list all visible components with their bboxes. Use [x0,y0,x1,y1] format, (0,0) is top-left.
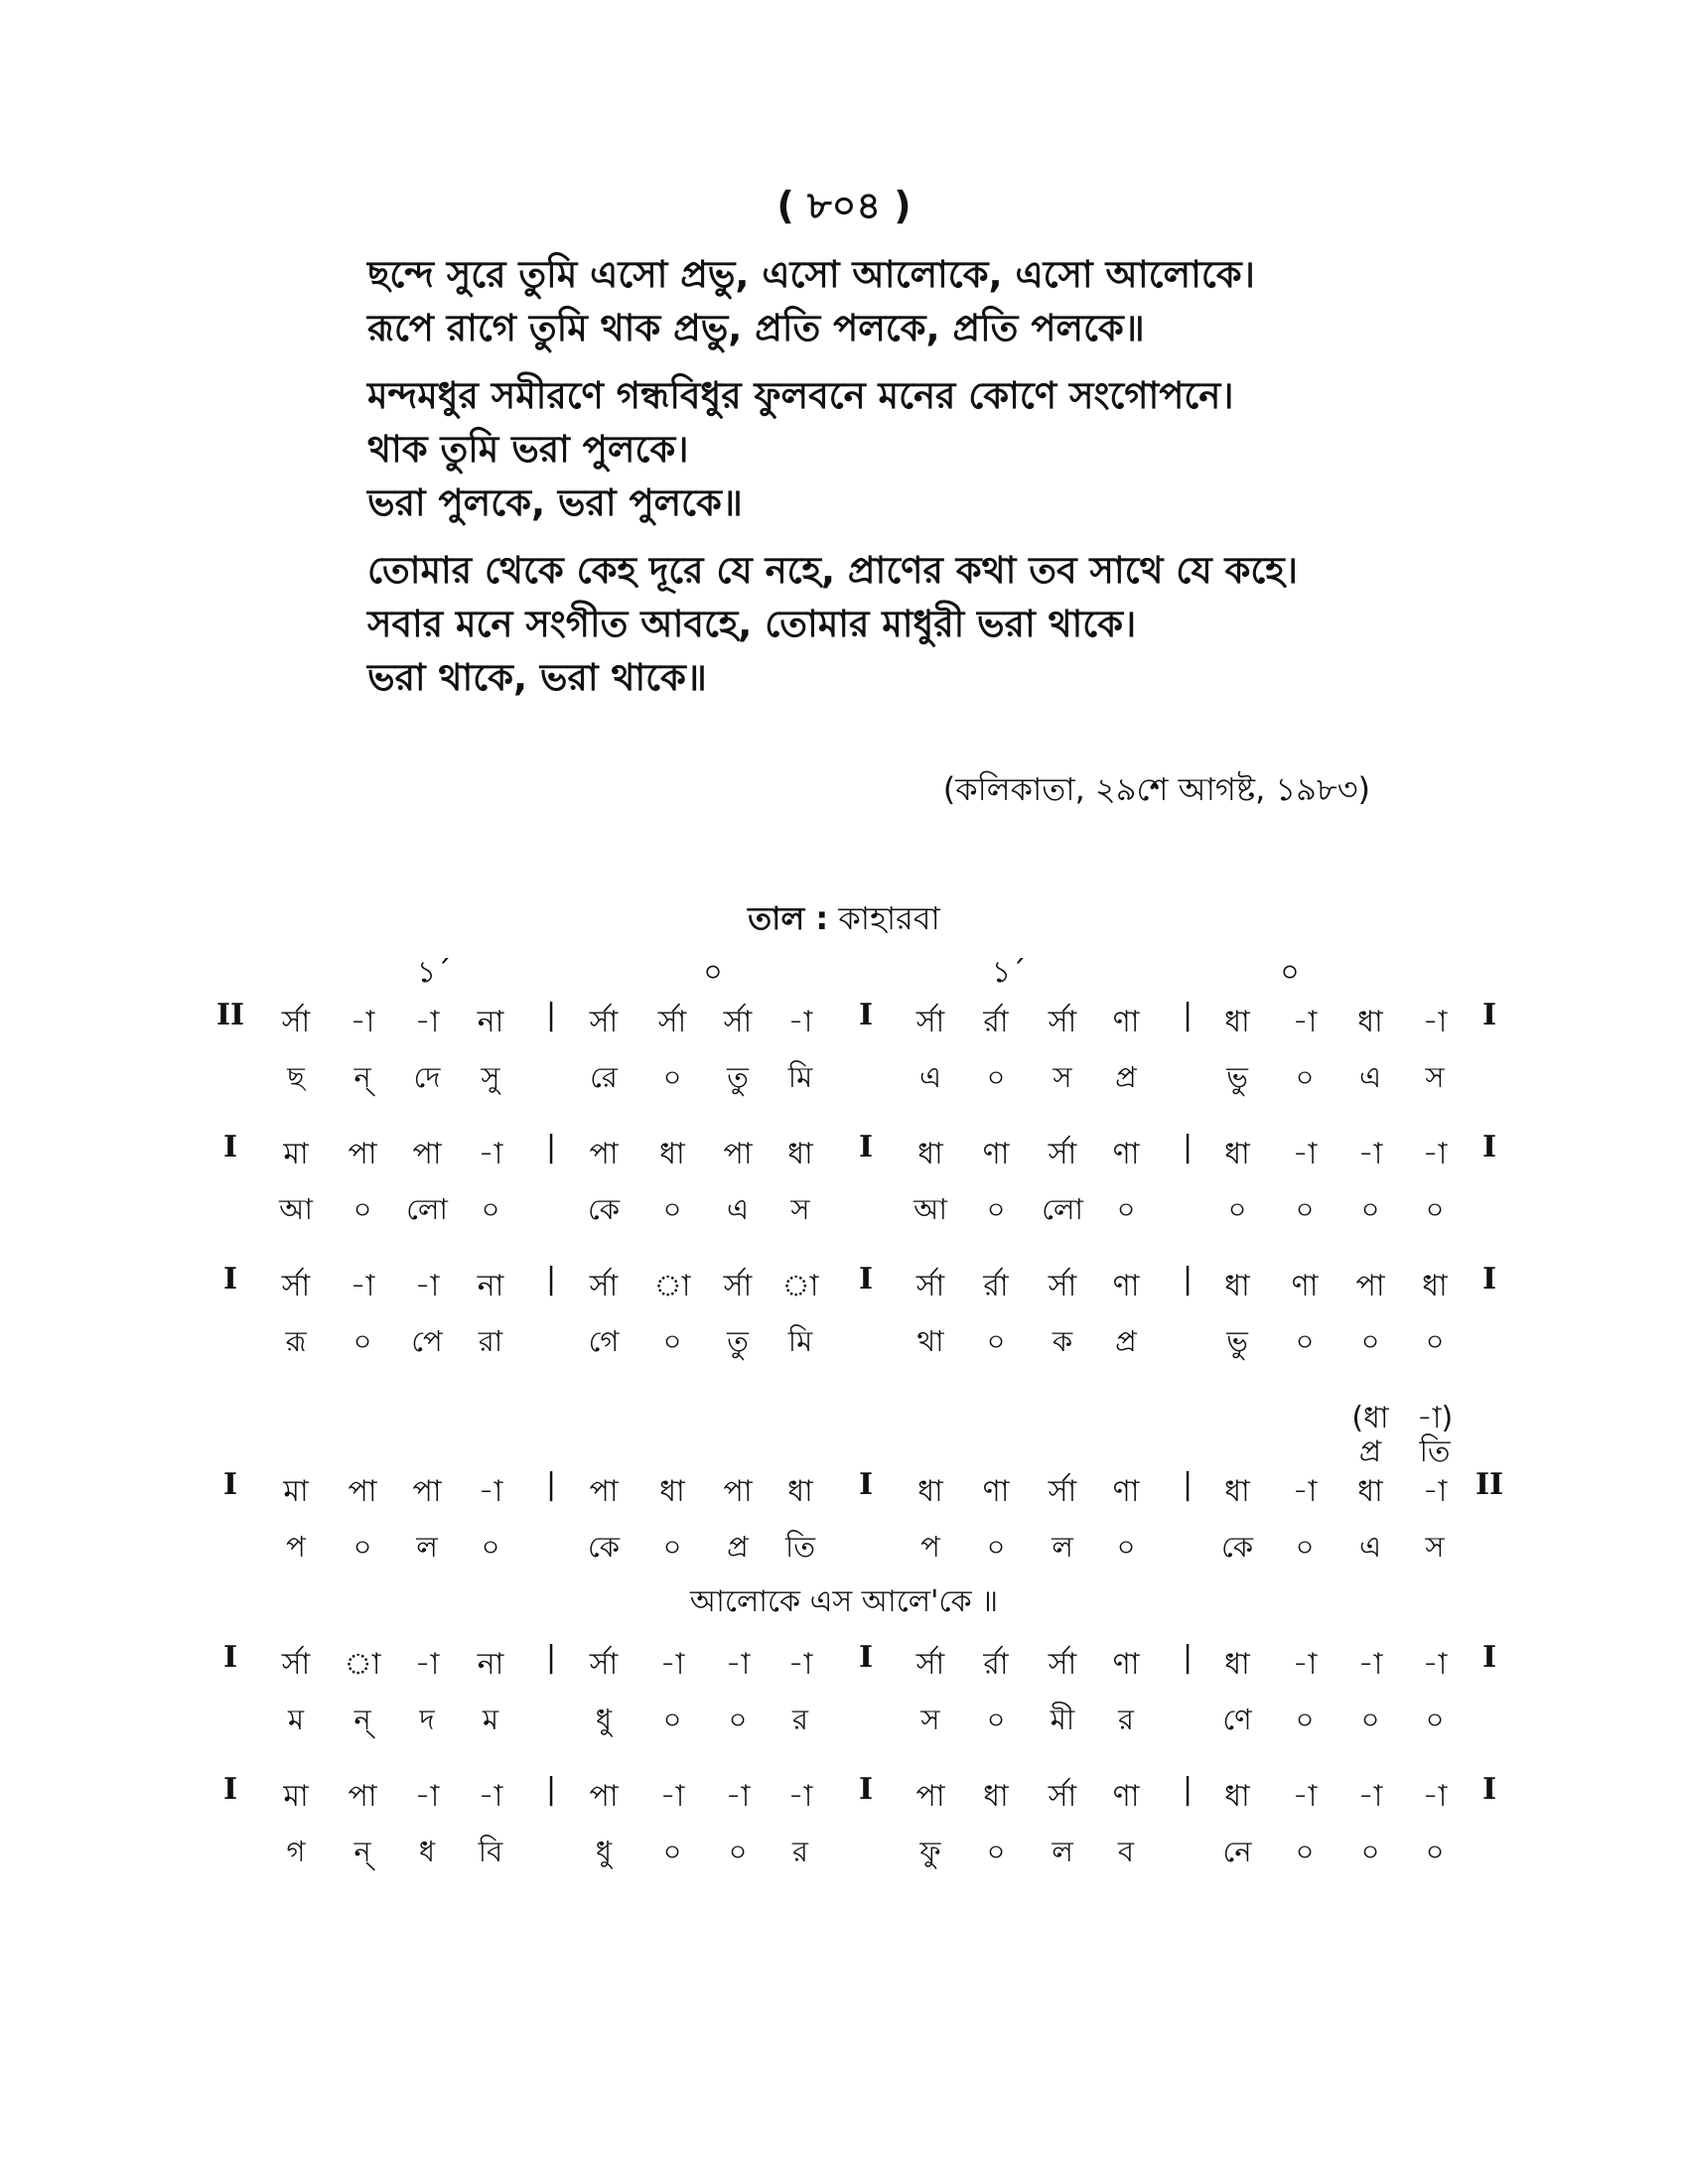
lyric-syllable: ০ [352,1192,372,1226]
beat-marker: ০ [703,955,723,990]
swara-note: ধা [787,1137,813,1171]
bar-line: I [1481,1130,1497,1164]
swara-note: ধা [1224,1005,1250,1039]
lyric-syllable: ম [287,1703,305,1736]
lyric-syllable: ০ [1425,1192,1445,1226]
swara-note: ধা [1357,1474,1383,1509]
swara-note: ধা [659,1474,685,1509]
lyric-syllable: ভু [1226,1060,1248,1094]
lyric-syllable: ০ [1295,1835,1315,1868]
beat-marker: ১´ [991,955,1027,990]
notation-block [0,998,1688,1130]
beat-markers [0,948,1688,998]
lyric-syllable: গ [286,1835,306,1868]
lyric-syllable: র [792,1703,808,1736]
bar-line: I [222,1467,238,1502]
swara-note: র্সা [915,1269,945,1303]
lyric-syllable: ফু [919,1835,941,1868]
swara-note: মা [283,1474,309,1509]
tala-name: কাহারবা [838,899,940,937]
lyric-syllable: তু [727,1060,749,1094]
swara-note: -া [1357,1647,1383,1682]
lyric-syllable: দ [419,1703,435,1736]
alternate-note: (ধা [1351,1401,1389,1435]
notation-block [0,1394,1688,1582]
bar-line: I [222,1130,238,1164]
swara-note: পা [348,1779,377,1814]
lyric-syllable: এ [918,1060,942,1094]
lyric-syllable: এ [1358,1060,1382,1094]
notation-table [0,998,1688,1904]
bar-line: I [858,1262,874,1297]
swara-note: -া [1422,1647,1448,1682]
swara-note: ধা [1224,1269,1250,1303]
swara-note: -া [1422,1779,1448,1814]
swara-note: ণা [1112,1474,1140,1509]
tala-heading [0,893,1688,947]
lyric-syllable: স [1425,1530,1445,1564]
swara-note: ধা [1224,1647,1250,1682]
notation-block [0,1772,1688,1904]
lyric-syllable: ন্ [353,1835,371,1868]
lyric-syllable: ০ [1295,1192,1315,1226]
swara-note: -া [1292,1137,1318,1171]
swara-note: র্রা [983,1005,1009,1039]
lyric-syllable: ০ [1360,1835,1380,1868]
lyric-syllable: মী [1050,1703,1075,1736]
lyric-syllable: ০ [1425,1703,1445,1736]
lyric-syllable: গে [588,1324,620,1358]
lyric-syllable: ম [482,1703,499,1736]
lyric-line: সবার মনে সংগীত আবহে, তোমার মাধুরী ভরা থাকে। [367,603,1137,645]
swara-note: -া [1422,1005,1448,1039]
lyric-syllable: ০ [1425,1324,1445,1358]
lyric-syllable-row [0,1319,1688,1377]
lyric-syllable: ০ [1360,1324,1380,1358]
swara-note: ণা [1291,1269,1319,1303]
place-date: (কলিকাতা, ২৯শে আগষ্ট, ১৯৮৩) [942,770,1370,808]
swara-note: -া [1292,1779,1318,1814]
lyric-syllable: ০ [1360,1192,1380,1226]
swara-note: ধা [917,1474,943,1509]
notation-block [0,1262,1688,1394]
lyric-syllable: এ [1358,1530,1382,1564]
bar-line: I [1481,1262,1497,1297]
lyric-syllable: ক [1052,1324,1073,1358]
swara-note: র্সা [1048,1779,1077,1814]
swara-row [0,998,1688,1055]
lyric-syllable: লো [1042,1192,1083,1226]
page-number: ( ৮০৪ ) [776,184,912,227]
swara-note: -া [478,1137,503,1171]
lyric-syllable: ল [1052,1835,1073,1868]
lyric-syllable: প [286,1530,306,1564]
swara-note: ধা [983,1779,1009,1814]
bar-line: I [222,1772,238,1807]
lyric-syllable: ০ [986,1835,1006,1868]
beat-separator: | [1182,1130,1194,1164]
lyric-syllable: তি [784,1530,816,1564]
lyric-syllable: ০ [1295,1703,1315,1736]
swara-note: া [653,1269,691,1303]
swara-note: পা [723,1474,753,1509]
swara-note: -া [478,1779,503,1814]
swara-note: পা [589,1474,619,1509]
lyric-syllable: ০ [662,1530,682,1564]
lyric-syllable: র [1118,1703,1134,1736]
swara-note: -া [1422,1474,1448,1509]
swara-note: ধা [1224,1779,1250,1814]
swara-note: -া [1422,1137,1448,1171]
lyric-syllable: ০ [1425,1835,1445,1868]
beat-marker: ১´ [416,955,452,990]
swara-note: -া [350,1005,375,1039]
lyric-syllable-row [0,1055,1688,1113]
lyric-syllable: প্র [727,1530,749,1564]
lyric-syllable: ০ [1295,1530,1315,1564]
swara-row [0,1262,1688,1319]
lyric-syllable: ০ [986,1530,1006,1564]
swara-note: -া [1357,1779,1383,1814]
stanza [367,544,1460,705]
lyric-syllable-row [0,1525,1688,1582]
lyric-syllable: রা [478,1324,503,1358]
lyric-syllable: দে [413,1060,441,1094]
beat-separator: | [545,1262,557,1297]
lyric-syllable: ০ [728,1835,748,1868]
swara-note: -া [725,1647,751,1682]
lyric-syllable: এ [726,1192,750,1226]
swara-note: মা [283,1779,309,1814]
lyric-syllable: ন্ [353,1060,371,1094]
lyric-syllable: মি [787,1324,813,1358]
lyric-syllable: প্র [1115,1324,1137,1358]
lyric-syllable: ০ [986,1192,1006,1226]
swara-note: -া [787,1005,813,1039]
beat-separator: | [1182,1772,1194,1807]
lyric-syllable-row [0,1187,1688,1245]
swara-note: পা [589,1137,619,1171]
lyric-syllable: ০ [1295,1324,1315,1358]
notation-block [0,1130,1688,1262]
beat-separator: | [545,1772,557,1807]
swara-row [0,1467,1688,1525]
beat-separator: | [545,1640,557,1675]
swara-note: র্সা [1048,1647,1077,1682]
swara-note: -া [1292,1005,1318,1039]
swara-note: পা [348,1474,377,1509]
lyric-line: রূপে রাগে তুমি থাক প্রভু, প্রতি পলকে, প্রতি পলকে॥ [367,307,1145,349]
swara-note: না [477,1269,504,1303]
lyric-syllable: ০ [986,1324,1006,1358]
lyric-syllable: ০ [1360,1703,1380,1736]
swara-note: -া [414,1269,440,1303]
lyrics [367,248,1460,719]
swara-note: ধা [1357,1005,1383,1039]
lyric-syllable: ০ [481,1192,500,1226]
swara-note: র্সা [281,1647,311,1682]
swara-note: পা [915,1779,945,1814]
swara-note: ণা [1112,1779,1140,1814]
swara-note: ণা [1112,1137,1140,1171]
lyric-syllable: ০ [481,1530,500,1564]
swara-note: র্সা [281,1005,311,1039]
swara-note: -া [787,1779,813,1814]
swara-note: পা [723,1137,753,1171]
beat-separator: | [1182,1467,1194,1502]
swara-note: ণা [982,1474,1010,1509]
swara-note: ধা [1422,1269,1448,1303]
lyric-syllable: আ [279,1192,313,1226]
swara-note: -া [350,1269,375,1303]
swara-note: র্সা [589,1647,619,1682]
swara-note: ণা [1112,1005,1140,1039]
swara-note: পা [348,1137,377,1171]
lyric-syllable: ছ [287,1060,305,1094]
notation-block [0,1640,1688,1772]
lyric-syllable: মি [787,1060,813,1094]
swara-note: ণা [1112,1269,1140,1303]
swara-row [0,1130,1688,1187]
lyric-syllable: ০ [352,1324,372,1358]
lyric-syllable: স [790,1192,810,1226]
lyric-syllable: লো [406,1192,448,1226]
lyric-syllable: তু [727,1324,749,1358]
alternate-word: তি [1419,1434,1451,1469]
swara-note: -া [659,1779,685,1814]
lyric-syllable: ল [1052,1530,1073,1564]
swara-note: ধা [917,1137,943,1171]
lyric-syllable: ০ [1227,1192,1247,1226]
repeat-instruction: আলোকে এস আলে'কে ॥ [689,1584,999,1619]
swara-note: র্রা [983,1647,1009,1682]
swara-note: র্সা [657,1005,687,1039]
lyric-syllable: স [920,1703,940,1736]
swara-note: পা [589,1779,619,1814]
bar-line: I [858,998,874,1032]
swara-note: র্সা [1048,1269,1077,1303]
lyric-syllable: ধ [418,1835,436,1868]
lyric-syllable: ০ [662,1192,682,1226]
lyric-syllable: স [1425,1060,1445,1094]
lyric-syllable: ০ [986,1703,1006,1736]
lyric-syllable: কে [1220,1530,1254,1564]
swara-note: র্রা [983,1269,1009,1303]
bar-line: II [215,998,245,1032]
swara-note: ধা [787,1474,813,1509]
lyric-syllable: ০ [728,1703,748,1736]
lyric-line: থাক তুমি ভরা পুলকে। [367,428,689,471]
lyric-line: ভরা থাকে, ভরা থাকে॥ [367,656,707,699]
swara-note: না [477,1647,504,1682]
stanza [367,369,1460,530]
lyric-syllable: কে [587,1530,621,1564]
swara-note: পা [412,1474,442,1509]
swara-note: -া [1292,1474,1318,1509]
lyric-syllable: বি [478,1835,503,1868]
swara-note: -া [659,1647,685,1682]
lyric-syllable: ব [1117,1835,1135,1868]
lyric-syllable: ০ [662,1060,682,1094]
stanza [367,248,1460,355]
swara-note: ধা [1224,1137,1250,1171]
lyric-syllable: রে [590,1060,618,1094]
swara-note: ধা [659,1137,685,1171]
bar-line: I [858,1467,874,1502]
swara-note: র্সা [915,1647,945,1682]
swara-note: র্সা [281,1269,311,1303]
swara-note: র্সা [1048,1474,1077,1509]
swara-row [0,1640,1688,1698]
swara-note: পা [412,1137,442,1171]
beat-separator: | [545,998,557,1032]
lyric-syllable: ০ [986,1060,1006,1094]
swara-note: র্সা [589,1005,619,1039]
swara-note: -া [478,1474,503,1509]
swara-note: র্সা [915,1005,945,1039]
lyric-syllable: স [1053,1060,1072,1094]
bar-line: I [1481,1640,1497,1675]
lyric-syllable-row [0,1698,1688,1755]
beat-separator: | [545,1130,557,1164]
swara-note: র্সা [1048,1005,1077,1039]
swara-note: -া [414,1647,440,1682]
lyric-syllable: নে [1222,1835,1252,1868]
lyric-line: মন্দমধুর সমীরণে গন্ধবিধুর ফুলবনে মনের কোণে সংগোপনে। [367,374,1234,417]
lyric-syllable: ন্ [353,1703,371,1736]
lyric-syllable: প্র [1115,1060,1137,1094]
lyric-syllable: আ [914,1192,947,1226]
lyric-syllable: প [920,1530,940,1564]
swara-note: -া [725,1779,751,1814]
lyric-syllable: ০ [1295,1060,1315,1094]
swara-note: -া [414,1005,440,1039]
bar-line: II [1475,1467,1504,1502]
lyric-syllable: ণে [1222,1703,1252,1736]
lyric-syllable: ভু [1226,1324,1248,1358]
swara-note: -া [414,1779,440,1814]
lyric-syllable: ০ [352,1530,372,1564]
swara-note: র্সা [1048,1137,1077,1171]
bar-line: I [222,1640,238,1675]
swara-row [0,1772,1688,1830]
bar-line: I [1481,1772,1497,1807]
swara-note: ণা [1112,1647,1140,1682]
bar-line: I [858,1130,874,1164]
lyric-syllable-row [0,1830,1688,1887]
alternate-note: -া) [1416,1401,1454,1435]
bar-line: I [858,1772,874,1807]
beat-separator: | [1182,1262,1194,1297]
swara-note: -া [1357,1137,1383,1171]
lyric-syllable: র [792,1835,808,1868]
lyric-syllable: ধু [595,1835,613,1868]
beat-separator: | [1182,998,1194,1032]
swara-note: র্সা [589,1269,619,1303]
swara-note: পা [1355,1269,1385,1303]
swara-note: র্সা [723,1005,753,1039]
lyric-line: তোমার থেকে কেহ দূরে যে নহে, প্রাণের কথা তব সাথে যে কহে। [367,549,1298,592]
lyric-syllable: ০ [1116,1530,1136,1564]
lyric-syllable: রূ [285,1324,307,1358]
beat-separator: | [1182,1640,1194,1675]
lyric-syllable: ০ [662,1324,682,1358]
lyric-syllable: সু [481,1060,500,1094]
lyric-line: ভরা পুলকে, ভরা পুলকে॥ [367,481,743,524]
alternate-words [0,1428,1688,1467]
swara-note: া [781,1269,819,1303]
swara-note: মা [283,1137,309,1171]
lyric-syllable: থা [916,1324,944,1358]
lyric-syllable: ০ [662,1703,682,1736]
swara-note: না [477,1005,504,1039]
beat-marker: ০ [1280,955,1300,990]
lyric-syllable: ধু [595,1703,613,1736]
bar-line: I [858,1640,874,1675]
swara-note: -া [1292,1647,1318,1682]
swara-note: ধা [1224,1474,1250,1509]
lyric-line: ছন্দে সুরে তুমি এসো প্রভু, এসো আলোকে, এসো আলোকে। [367,253,1255,296]
beat-separator: | [545,1467,557,1502]
swara-note: া [344,1647,381,1682]
swara-note: র্সা [723,1269,753,1303]
lyric-syllable: পে [411,1324,443,1358]
lyric-syllable: ০ [1116,1192,1136,1226]
tala-label: তাল : [748,899,829,937]
swara-note: ণা [982,1137,1010,1171]
lyric-syllable: ল [416,1530,438,1564]
swara-note: -া [787,1647,813,1682]
lyric-syllable: ০ [662,1835,682,1868]
lyric-syllable: কে [587,1192,621,1226]
bar-line: I [1481,998,1497,1032]
bar-line: I [222,1262,238,1297]
alternate-word: প্র [1358,1434,1382,1469]
